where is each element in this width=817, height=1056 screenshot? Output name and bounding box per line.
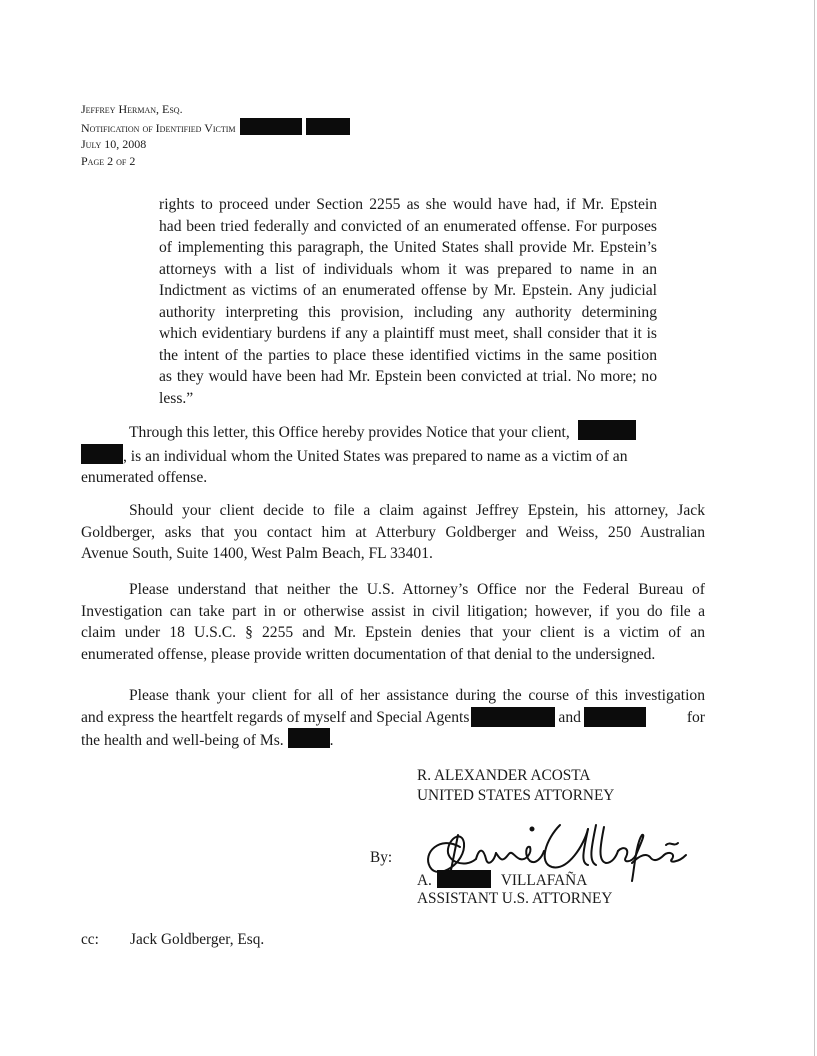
scan-edge — [814, 0, 815, 1056]
signer-surname: VILLAFAÑA — [500, 872, 588, 889]
cc-name: Jack Goldberger, Esq. — [130, 931, 265, 948]
by-label: By: — [370, 849, 393, 866]
signer-line — [417, 870, 587, 891]
thanks-paragraph — [81, 685, 705, 752]
notice-text: Through this letter, this Office hereby provides Notice that your client, — [129, 424, 570, 441]
quoted-paragraph — [159, 194, 657, 409]
thanks-text: . — [329, 732, 334, 749]
claim-paragraph — [81, 500, 705, 565]
quote-line: which evidentiary burdens if any a plaintiff must meet, shall consider that it is — [159, 325, 657, 342]
redaction-box — [306, 118, 350, 135]
redaction-box — [578, 420, 636, 440]
redaction-box — [437, 870, 491, 888]
redaction-box — [240, 118, 302, 135]
quote-line: the intent of the parties to place these identified victims in the same position — [159, 346, 657, 364]
notice-line: enumerated offense. — [81, 469, 208, 486]
thanks-line: Please thank your client for all of her assistance during the course of this investigation — [129, 687, 705, 704]
notice-line — [81, 444, 705, 468]
redaction-box — [288, 728, 330, 748]
claim-line: Avenue South, Suite 1400, West Palm Beach, FL 33401. — [81, 545, 433, 562]
quote-line: had been tried federally and convicted of an enumerated offense. For purposes — [159, 217, 657, 235]
thanks-line — [81, 728, 705, 752]
signer-initial: A. — [417, 872, 432, 889]
quote-line: attorneys with a list of individuals whom it was prepared to name in an — [159, 260, 657, 278]
quote-line: Indictment as victims of an enumerated offense by Mr. Epstein. Any judicial — [159, 282, 657, 299]
header-subject-line — [81, 118, 350, 137]
us-attorney-title: UNITED STATES ATTORNEY — [417, 787, 615, 804]
claim-line: Should your client decide to file a claim against Jeffrey Epstein, his attorney, Jack — [129, 502, 705, 519]
quote-line: authority interpreting this provision, including any authority determining — [159, 303, 657, 321]
litigation-line: claim under 18 U.S.C. § 2255 and Mr. Epstein denies that your client is a victim of an — [81, 624, 705, 641]
header-page: Page 2 of 2 — [81, 153, 136, 168]
redaction-box — [81, 444, 123, 464]
litigation-line: Investigation can take part in or otherwise assist in civil litigation; however, if you do file a — [81, 602, 705, 620]
thanks-text: and express the heartfelt regards of myself and Special Agents — [81, 708, 470, 726]
redaction-box — [584, 707, 646, 727]
quote-line: less.” — [159, 389, 194, 407]
litigation-line: Please understand that neither the U.S. Attorney’s Office nor the Federal Bureau of — [129, 581, 705, 598]
quote-line: of implementing this paragraph, the United States shall provide Mr. Epstein’s — [159, 239, 657, 256]
litigation-line: enumerated offense, please provide written documentation of that denial to the undersigned. — [81, 645, 656, 663]
notice-paragraph — [81, 420, 705, 489]
thanks-text: the health and well-being of Ms. — [81, 732, 284, 749]
cc-line — [81, 931, 264, 949]
thanks-line — [81, 707, 705, 729]
signer-title: ASSISTANT U.S. ATTORNEY — [417, 890, 613, 907]
notice-line — [81, 420, 705, 444]
thanks-text: and — [558, 708, 581, 726]
redaction-box — [471, 707, 555, 727]
cc-label: cc: — [81, 931, 99, 948]
quote-line: as they would have been had Mr. Epstein been convicted at trial. No more; no — [159, 368, 657, 385]
us-attorney-name: R. ALEXANDER ACOSTA — [417, 767, 591, 784]
quote-line: rights to proceed under Section 2255 as she would have had, if Mr. Epstein — [159, 196, 657, 213]
claim-line: Goldberger, asks that you contact him at Atterbury Goldberger and Weiss, 250 Australian — [81, 523, 705, 541]
header-subject: Notification of Identified Victim — [81, 120, 236, 135]
litigation-paragraph — [81, 579, 705, 665]
notice-text: , is an individual whom the United States was prepared to name as a victim of an — [123, 447, 628, 465]
header-attorney: Jeffrey Herman, Esq. — [81, 102, 183, 116]
letter-header — [81, 101, 350, 169]
header-date: July 10, 2008 — [81, 137, 147, 151]
thanks-text: for — [686, 708, 705, 726]
